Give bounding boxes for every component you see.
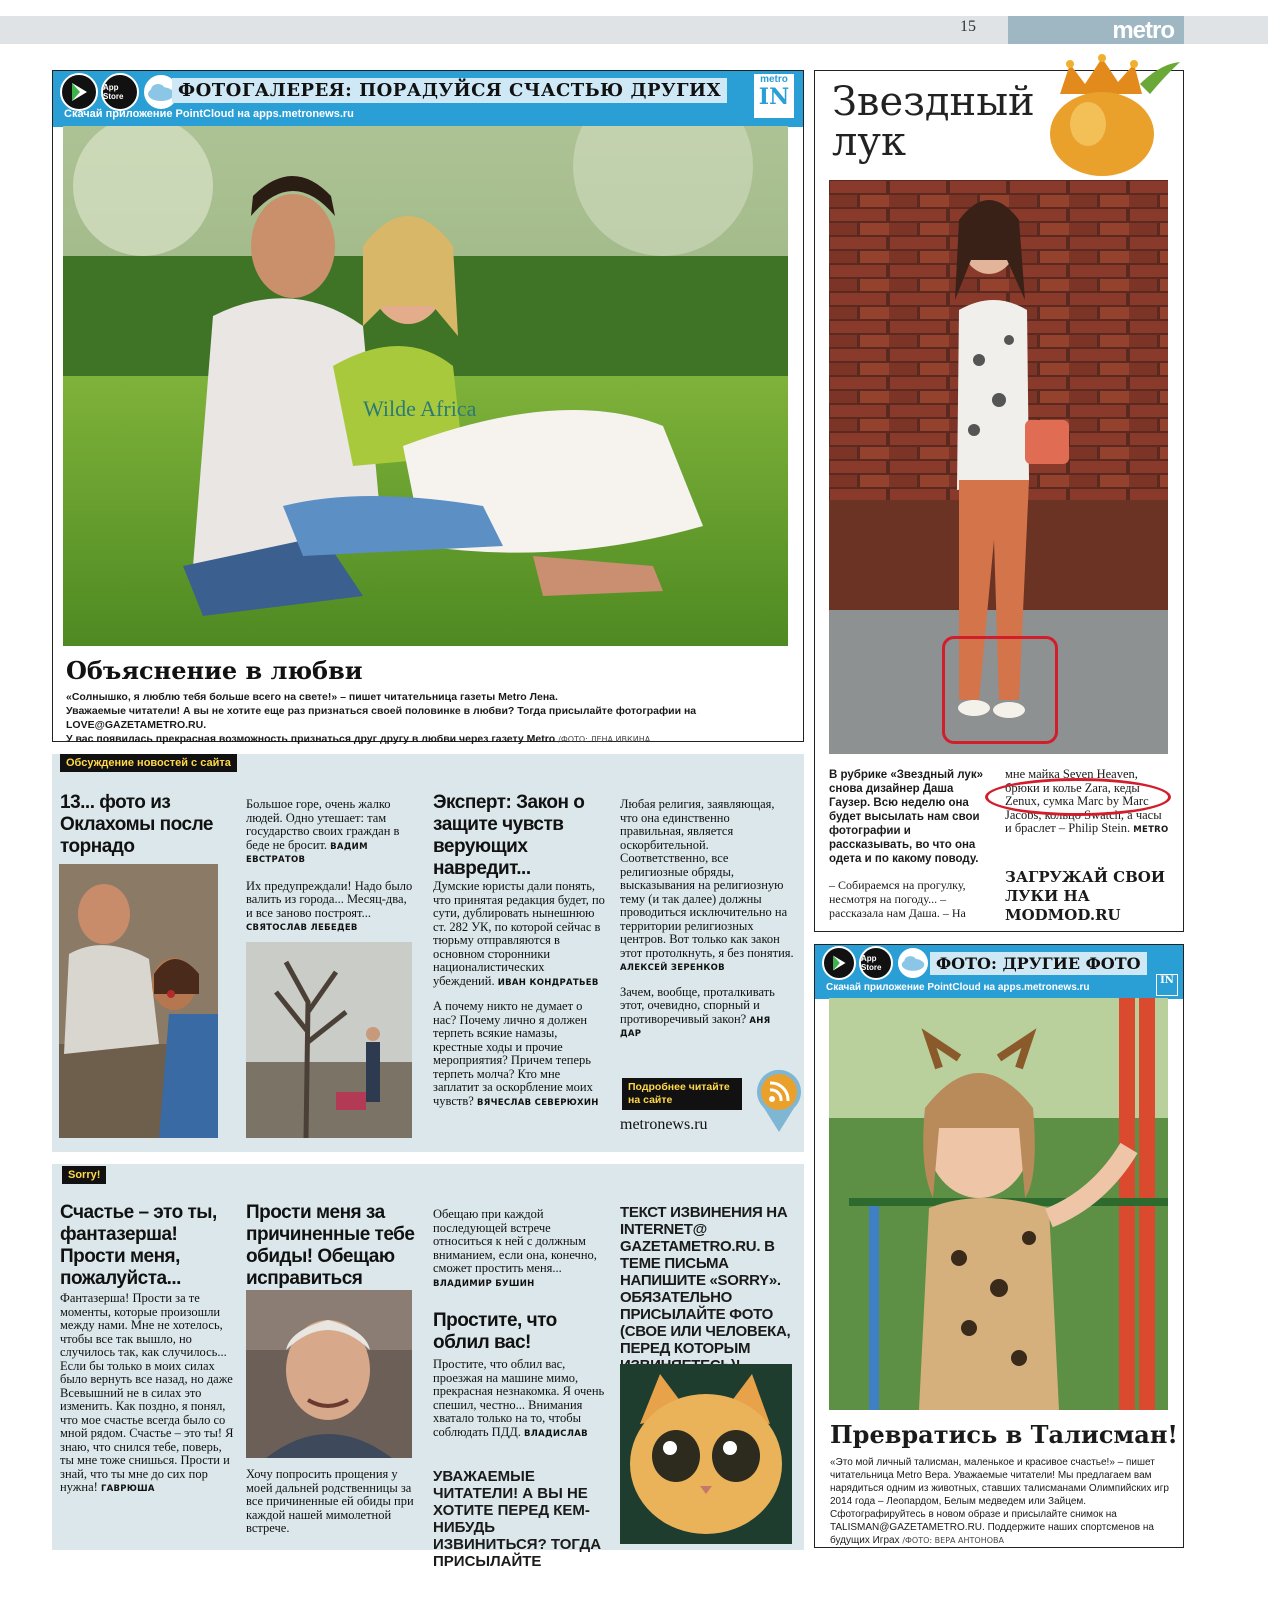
talisman-headline: Превратись в Талисман! xyxy=(830,1420,1178,1449)
apology-1-headline: Счастье – это ты, фантазерша! Прости меня, пожалуйста... xyxy=(60,1202,217,1289)
star-look-outfit: мне майка Seven Heaven, брюки и колье Zara, кеды Zenux, сумка Marc by Marc Jacobs, кольцо Swatch, а часы и браслет – Philip Stein. METRO xyxy=(1005,767,1169,835)
page-number: 15 xyxy=(960,18,976,35)
talisman-title: ФОТО: ДРУГИЕ ФОТО xyxy=(930,952,1147,975)
play-store-icon[interactable] xyxy=(822,946,856,980)
read-more-tag: Подробнее читайте на сайте xyxy=(622,1078,742,1110)
brand-highlight xyxy=(985,778,1171,816)
metro-in-badge-small: IN xyxy=(1156,974,1178,996)
talisman-caption: «Это мой личный талисман, маленькое и красивое счастье!» – пишет читательница Metro Вера. Уважаемые читатели! Мы предлагаем вам нарядиться одним из животных, ставших талисманами Олимпийских игр 2014 года – Леопардом, Белым медведем или Зайцем. Сфотографируйтесь в новом образе и присылайте снимок на TALISMAN@GAZETAMETRO.RU. Поддержите наших спортсменов на будущих Играх /ФОТО: ВЕРА АНТОНОВА xyxy=(830,1457,1169,1546)
gallery-caption: «Солнышко, я люблю тебя больше всего на свете!» – пишет читательница газеты Metro Лена. Уважаемые читатели! А вы не хотите еще раз признаться своей половинке в любви? Тогда присылайте фотографии на LOVE@GAZETAMETRO.RU. У вас появилась прекрасная возможность признаться друг другу в любви через газету Metro /ФОТО: ЛЕНА ИВКИНА xyxy=(66,691,697,745)
oklahoma-headline[interactable]: 13... фото из Оклахомы после торнадо xyxy=(60,792,213,857)
play-store-icon[interactable] xyxy=(60,73,98,111)
metro-in-badge: metro IN xyxy=(752,72,796,120)
shirt-print: Wilde Africa xyxy=(363,396,477,421)
app-store-icon[interactable]: App Store xyxy=(101,73,139,111)
comment-column-3: Думские юристы дали понять, что принятая редакция будет, по сути, дублировать нынешнюю ст. 282 УК, по которой сейчас в тюрьму отправляются в основном сторонники националистических убеждений. ИВАН КОНДРАТЬЕВ А почему никто не думает о нас? Почему лично я должен терпеть всякие намазы, крестные ходы и прочие мероприятия? Причем теперь терпеть молча? Кто мне заплатит за оскорбление моих чувств? ВЯЧЕСЛАВ СЕВЕРЮХИН xyxy=(433,879,605,1108)
metronews-link[interactable]: metronews.ru xyxy=(620,1116,708,1133)
sorry-cta: УВАЖАЕМЫЕ ЧИТАТЕЛИ! А ВЫ НЕ ХОТИТЕ ПЕРЕД КЕМ-НИБУДЬ ИЗВИНИТЬСЯ? ТОГДА ПРИСЫЛАЙТЕ xyxy=(433,1468,602,1570)
sorry-tag: Sorry! xyxy=(62,1166,106,1184)
apology-2-headline: Прости меня за причиненные тебе обиды! Обещаю исправиться xyxy=(246,1202,415,1289)
app-store-icon[interactable]: App Store xyxy=(859,946,893,980)
comment-column-4: Любая религия, заявляющая, что она единственно правильная, является оскорбительной. Соответственно, все религиозные обряды, высказывания на религиозную тему (и так далее) должны проводиться исключительно на территории религиозных центров. Вот только как закон этот протолкнуть, я без понятия. АЛЕКСЕЙ ЗЕРЕНКОВ Зачем, вообще, проталкивать этот, очевидно, спорный и противоречивый закон? АНЯ ДАР xyxy=(620,797,794,1039)
sneakers-highlight xyxy=(942,636,1058,744)
apology-3-text: Простите, что облил вас, проезжая на машине мимо, прекрасная незнакомка. Я очень спешил, честно... Внимания хватало только на то, чтобы соблюдать ПДД. ВЛАДИСЛАВ xyxy=(433,1357,605,1439)
apology-2-text: Хочу попросить прощения у моей дальней родственницы за все причиненные ей обиды при каждой нашей мимолетной встрече. xyxy=(246,1467,414,1535)
old-man-photo xyxy=(246,1290,412,1458)
onion-crown-icon xyxy=(1030,54,1182,178)
gallery-title: ФОТОГАЛЕРЕЯ: ПОРАДУЙСЯ СЧАСТЬЮ ДРУГИХ xyxy=(172,78,727,103)
apology-2-continued: Обещаю при каждой последующей встрече относиться к ней с должным вниманием, если она, конечно, сможет простить меня... ВЛАДИМИР БУШИН xyxy=(433,1207,597,1289)
couple-photo xyxy=(63,126,788,646)
discussion-tag: Обсуждение новостей с сайта xyxy=(60,754,237,772)
star-look-title: Звездный лук xyxy=(832,79,1035,165)
star-look-quote: – Собираемся на прогулку, несмотря на погоду... – рассказала нам Даша. – На xyxy=(829,878,966,920)
sorry-instructions: ТЕКСТ ИЗВИНЕНИЯ НА INTERNET@ GAZETAMETRO.RU. В ТЕМЕ ПИСЬМА НАПИШИТЕ «SORRY». ОБЯЗАТЕЛЬНО ПРИСЫЛАЙТЕ ФОТО (СВОЕ ИЛИ ЧЕЛОВЕКА, ПЕРЕД КОТОРЫМ xyxy=(620,1204,791,1357)
expert-law-headline[interactable]: Эксперт: Закон о защите чувств верующих навредит... xyxy=(433,792,585,879)
pointcloud-icon[interactable] xyxy=(896,946,930,980)
girl-leopard-photo xyxy=(829,998,1168,1410)
comment-column-2: Большое горе, очень жалко людей. Одно утешает: там государство своих граждан в беде не бросит. ВАДИМ ЕВСТРАТОВ Их предупреждали! Надо было валить из города... Месяц-два, и все заново построят... СВЯТОСЛАВ ЛЕБЕДЕВ xyxy=(246,797,413,933)
star-look-intro: В рубрике «Звездный лук» снова дизайнер Даша Гаузер. Всю неделю она будет высылать нам свои фотографии и рассказывать, во что она одета и по какому поводу. xyxy=(829,769,983,865)
photo-credit: /ФОТО: ЛЕНА ИВКИНА xyxy=(558,735,651,744)
puss-in-boots-photo xyxy=(620,1364,792,1544)
tornado-victims-photo xyxy=(59,864,218,1138)
gallery-download-line[interactable]: Скачай приложение PointCloud на apps.metronews.ru xyxy=(64,108,354,120)
metro-logo[interactable]: metro xyxy=(1112,17,1174,44)
tornado-aftermath-photo xyxy=(246,942,412,1138)
gallery-headline: Объяснение в любви xyxy=(66,656,363,685)
talisman-download-line[interactable]: Скачай приложение PointCloud на apps.metronews.ru xyxy=(826,982,1090,993)
apology-1-text: Фантазерша! Прости за те моменты, которые произошли между нами. Мне не хотелось, чтобы все так вышло, но случилось так, как случилось... Если бы только в моих силах было вернуть все назад, но даже Всевышний не в силах это изменить. Как поздно, я понял, что мое счастье всегда было со мной рядом. Счастье – это ты! Я знаю, что снился тебе, поверь, ты мне тоже снишься. Прости и знай, что ты мне до сих пор нужна! ГАВРЮША xyxy=(60,1291,234,1494)
upload-looks-cta[interactable]: ЗАГРУЖАЙ СВОИ ЛУКИ НА MODMOD.RU xyxy=(1005,868,1165,924)
app-icons-2 xyxy=(822,946,930,980)
rss-pin-icon[interactable] xyxy=(754,1068,804,1132)
app-icons xyxy=(60,73,180,111)
apology-3-headline: Простите, что облил вас! xyxy=(433,1310,557,1353)
